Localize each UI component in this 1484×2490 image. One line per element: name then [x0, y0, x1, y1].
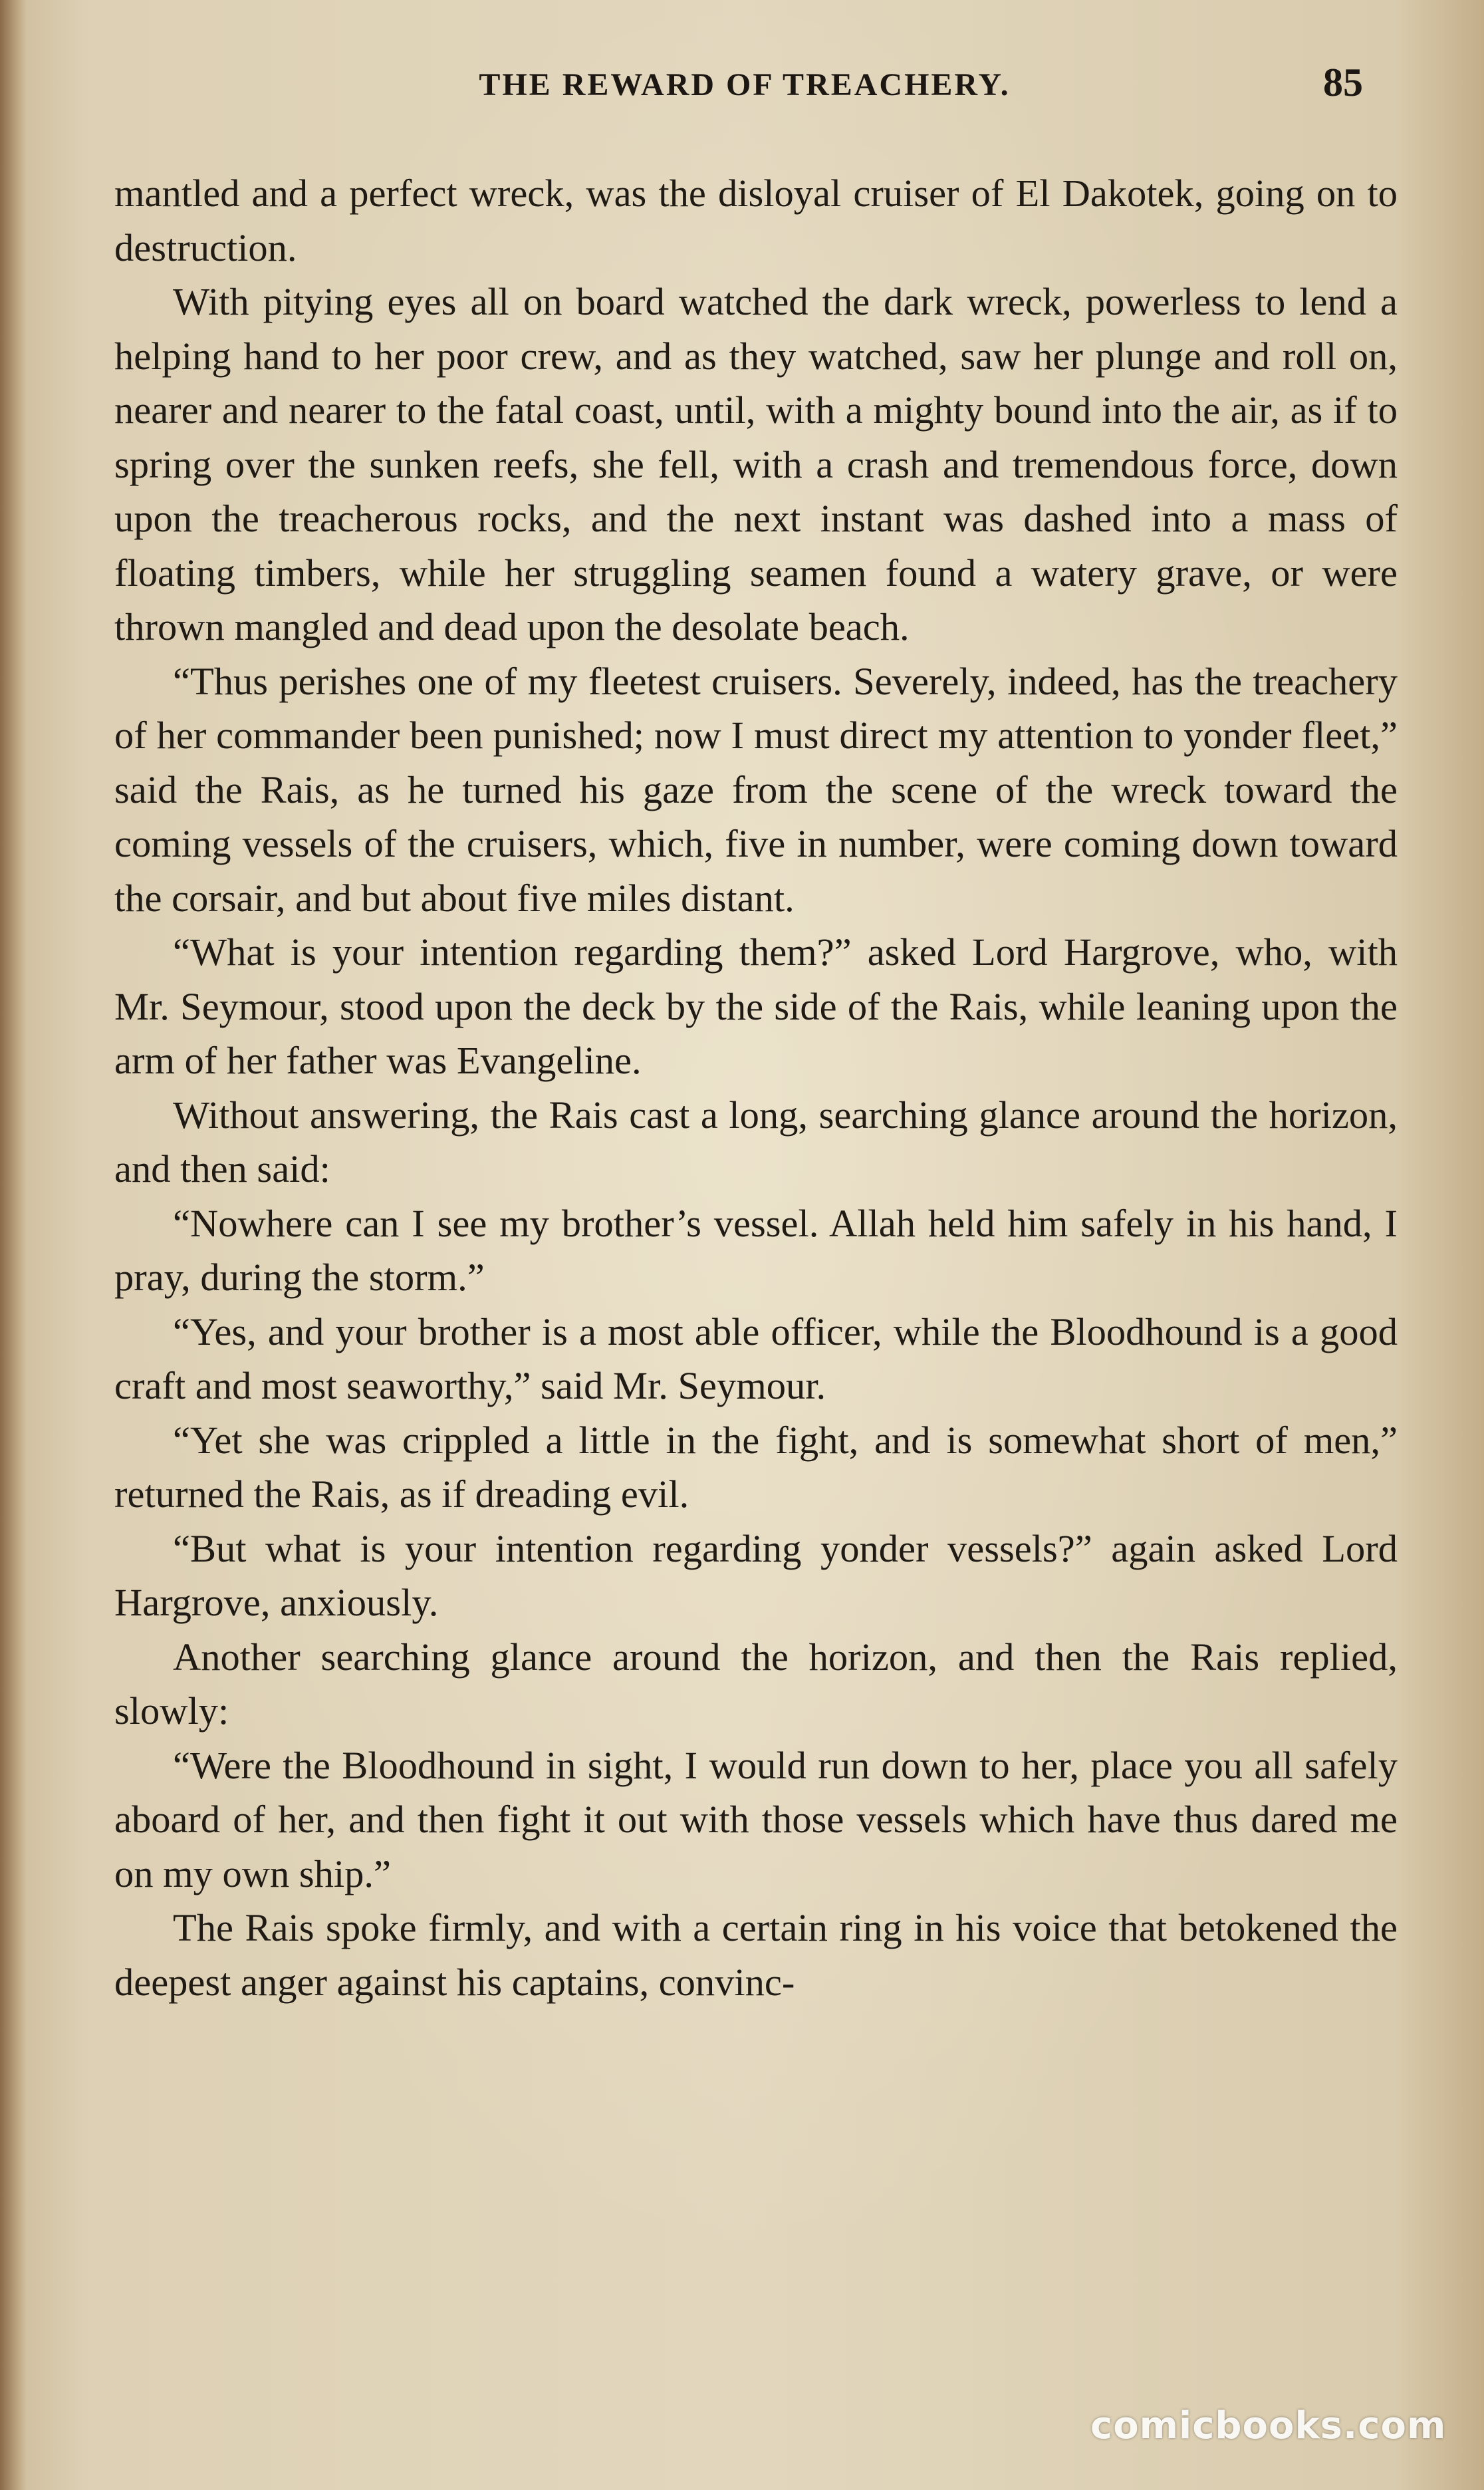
watermark: comicbooks.com: [1090, 2404, 1447, 2447]
paragraph-1: mantled and a perfect wreck, was the disloyal cruiser of El Dakotek, going on to destruction.: [114, 172, 1398, 269]
paragraph-3: “Thus perishes one of my fleetest cruisers. Severely, indeed, has the treachery of her commander been punished; now I must direct my attention to yonder fleet,” said the Rais, as he turned his gaze from the scene of the wreck toward the coming vessels of the cruisers, which, five in number, were coming down toward the corsair, and but about five miles distant.: [114, 659, 1398, 920]
body-text: [114, 166, 1398, 2009]
paragraph-5: Without answering, the Rais cast a long, searching glance around the horizon, and then said:: [114, 1093, 1398, 1190]
paragraph-6: “Nowhere can I see my brother’s vessel. Allah held him safely in his hand, I pray, during the storm.”: [114, 1201, 1398, 1299]
paragraph-12: The Rais spoke firmly, and with a certain ring in his voice that betokened the deepest anger against his captains, convinc-: [114, 1906, 1398, 2004]
paragraph-4: “What is your intention regarding them?” asked Lord Hargrove, who, with Mr. Seymour, stood upon the deck by the side of the Rais, while leaning upon the arm of her father was Evangeline.: [114, 930, 1398, 1082]
paragraph-8: “Yet she was crippled a little in the fight, and is somewhat short of men,” returned the Rais, as if dreading evil.: [114, 1418, 1398, 1516]
page-number: 85: [1323, 61, 1363, 104]
paragraph-9: “But what is your intention regarding yonder vessels?” again asked Lord Hargrove, anxiously.: [114, 1526, 1398, 1624]
running-head: THE REWARD OF TREACHERY.: [479, 67, 1011, 102]
paragraph-11: “Were the Bloodhound in sight, I would run down to her, place you all safely aboard of her, and then fight it out with those vessels which have thus dared me on my own ship.”: [114, 1743, 1398, 1895]
paragraph-7: “Yes, and your brother is a most able officer, while the Bloodhound is a good craft and most seaworthy,” said Mr. Seymour.: [114, 1310, 1398, 1407]
page-binding-edge: [0, 0, 27, 2490]
paragraph-10: Another searching glance around the horizon, and then the Rais replied, slowly:: [114, 1635, 1398, 1732]
paragraph-2: With pitying eyes all on board watched the dark wreck, powerless to lend a helping hand to her poor crew, and as they watched, saw her plunge and roll on, nearer and nearer to the fatal coast, until, with a mighty bound into the air, as if to spring over the sunken reefs, she fell, with a crash and tremendous force, down upon the treacherous rocks, and the next instant was dashed into a mass of floating timbers, while her struggling seamen found a watery grave, or were thrown mangled and dead upon the desolate beach.: [114, 280, 1398, 648]
